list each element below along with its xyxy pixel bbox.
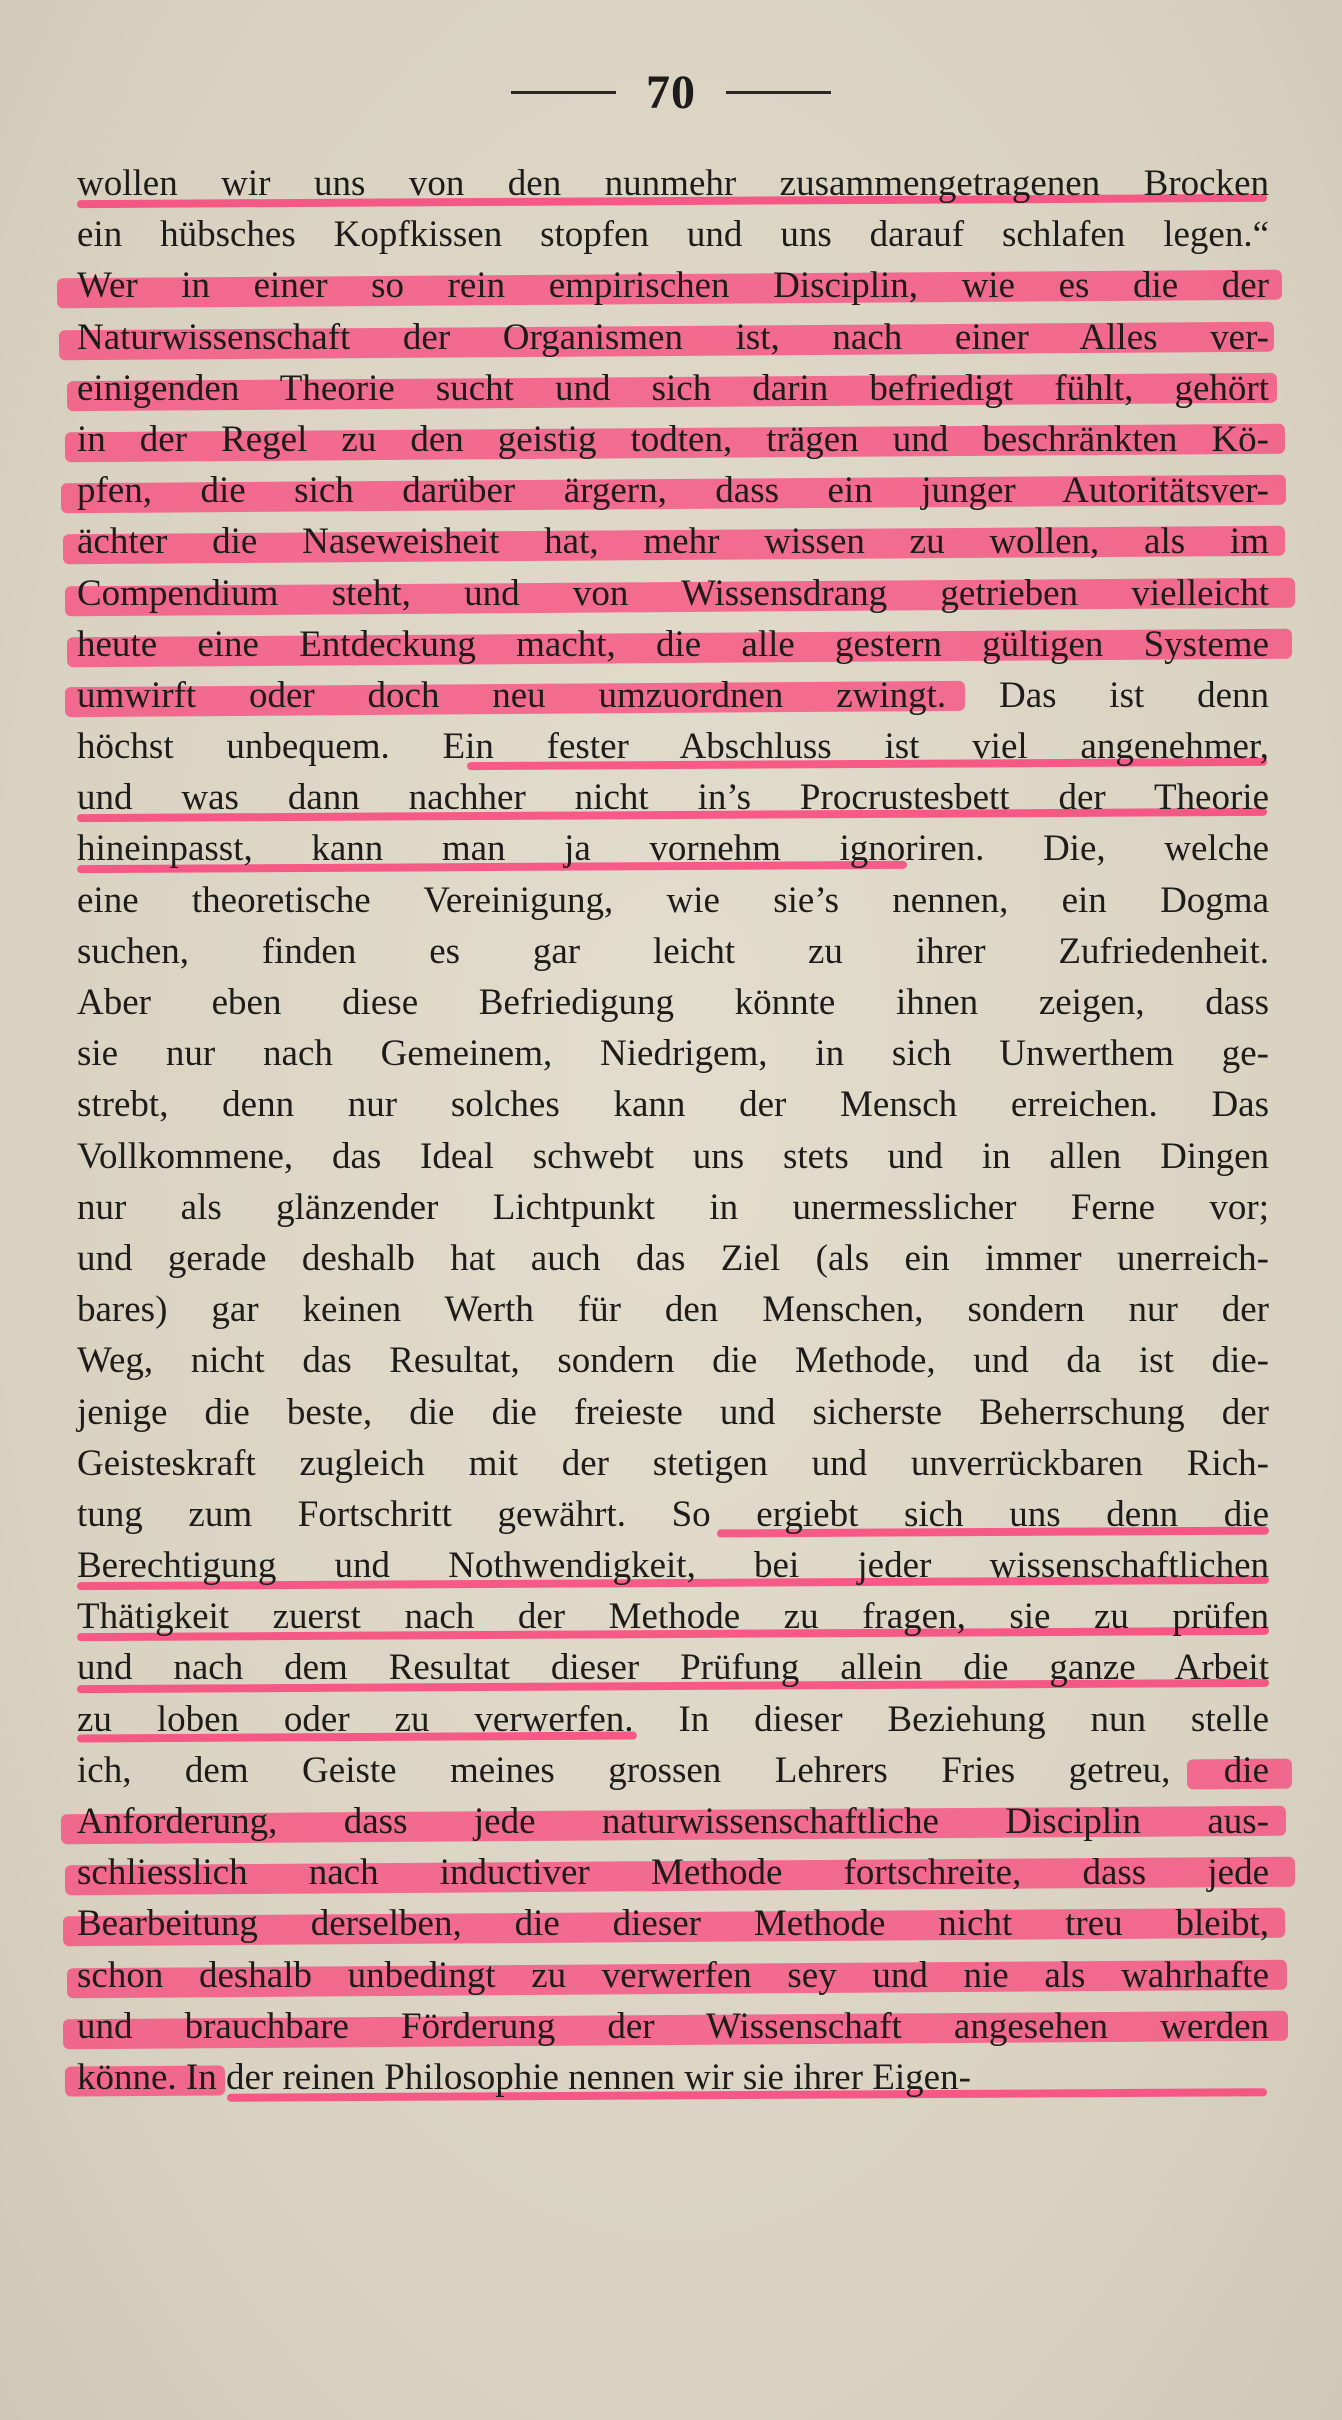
- text-line: Berechtigung und Nothwendigkeit, bei jeder wissenschaftlichen: [77, 1540, 1269, 1591]
- text-line: Wer in einer so rein empirischen Disciplin, wie es die der: [77, 260, 1269, 311]
- page-header: [0, 62, 1342, 122]
- text-line: schliesslich nach inductiver Methode fortschreite, dass jede: [77, 1847, 1269, 1898]
- text-line: und brauchbare Förderung der Wissenschaft angesehen werden: [77, 2001, 1269, 2052]
- text-line: ein hübsches Kopfkissen stopfen und uns darauf schlafen legen.“: [77, 214, 1269, 256]
- text-line: zu loben oder zu verwerfen. In dieser Beziehung nun stelle: [77, 1694, 1269, 1745]
- text-line: wollen wir uns von den nunmehr zusammengetragenen Brocken: [77, 158, 1269, 209]
- text-line: nur als glänzender Lichtpunkt in unermesslicher Ferne vor;: [77, 1186, 1269, 1228]
- body-text: [77, 158, 1269, 2103]
- text-line: schon deshalb unbedingt zu verwerfen sey und nie als wahrhafte: [77, 1950, 1269, 2001]
- text-line: tung zum Fortschritt gewährt. So ergiebt sich uns denn die: [77, 1489, 1269, 1540]
- text-line: ich, dem Geiste meines grossen Lehrers Fries getreu, die: [77, 1745, 1269, 1796]
- text-line: Aber eben diese Befriedigung könnte ihnen zeigen, dass: [77, 982, 1269, 1023]
- header-rule-left: [511, 91, 616, 94]
- text-line: umwirft oder doch neu umzuordnen zwingt. Das ist denn: [77, 670, 1269, 721]
- text-line: Weg, nicht das Resultat, sondern die Methode, und da ist die-: [77, 1340, 1269, 1382]
- text-line: könne. In der reinen Philosophie nennen wir sie ihrer Eigen-: [77, 2052, 1269, 2103]
- text-line: in der Regel zu den geistig todten, trägen und beschränkten Kö-: [77, 414, 1269, 465]
- text-line: Naturwissenschaft der Organismen ist, nach einer Alles ver-: [77, 312, 1269, 363]
- text-line: Geisteskraft zugleich mit der stetigen und unverrückbaren Rich-: [77, 1442, 1269, 1484]
- header-rule-right: [726, 91, 831, 94]
- page-number: 70: [646, 65, 696, 119]
- text-line: und gerade deshalb hat auch das Ziel (als ein immer unerreich-: [77, 1237, 1269, 1279]
- text-line: Thätigkeit zuerst nach der Methode zu fragen, sie zu prüfen: [77, 1591, 1269, 1642]
- text-line: und nach dem Resultat dieser Prüfung allein die ganze Arbeit: [77, 1642, 1269, 1693]
- text-line: bares) gar keinen Werth für den Menschen, sondern nur der: [77, 1289, 1269, 1331]
- text-line: und was dann nachher nicht in’s Procrustesbett der Theorie: [77, 772, 1269, 823]
- text-line: einigenden Theorie sucht und sich darin befriedigt fühlt, gehört: [77, 363, 1269, 414]
- text-line: Bearbeitung derselben, die dieser Methode nicht treu bleibt,: [77, 1898, 1269, 1949]
- text-line: ächter die Naseweisheit hat, mehr wissen zu wollen, als im: [77, 516, 1269, 567]
- text-line: Anforderung, dass jede naturwissenschaftliche Disciplin aus-: [77, 1796, 1269, 1847]
- text-line: sie nur nach Gemeinem, Niedrigem, in sich Unwerthem ge-: [77, 1033, 1269, 1075]
- text-line: eine theoretische Vereinigung, wie sie’s nennen, ein Dogma: [77, 879, 1269, 921]
- text-line: Compendium steht, und von Wissensdrang getrieben vielleicht: [77, 568, 1269, 619]
- text-line: pfen, die sich darüber ärgern, dass ein junger Autoritätsver-: [77, 465, 1269, 516]
- text-line: Vollkommene, das Ideal schwebt uns stets und in allen Dingen: [77, 1135, 1269, 1177]
- text-line: suchen, finden es gar leicht zu ihrer Zufriedenheit.: [77, 930, 1269, 972]
- text-line: heute eine Entdeckung macht, die alle gestern gültigen Systeme: [77, 619, 1269, 670]
- text-line: hineinpasst, kann man ja vornehm ignoriren. Die, welche: [77, 823, 1269, 874]
- text-line: strebt, denn nur solches kann der Mensch erreichen. Das: [77, 1084, 1269, 1126]
- text-line: höchst unbequem. Ein fester Abschluss ist viel angenehmer,: [77, 721, 1269, 772]
- text-line: jenige die beste, die die freieste und sicherste Beherrschung der: [77, 1391, 1269, 1433]
